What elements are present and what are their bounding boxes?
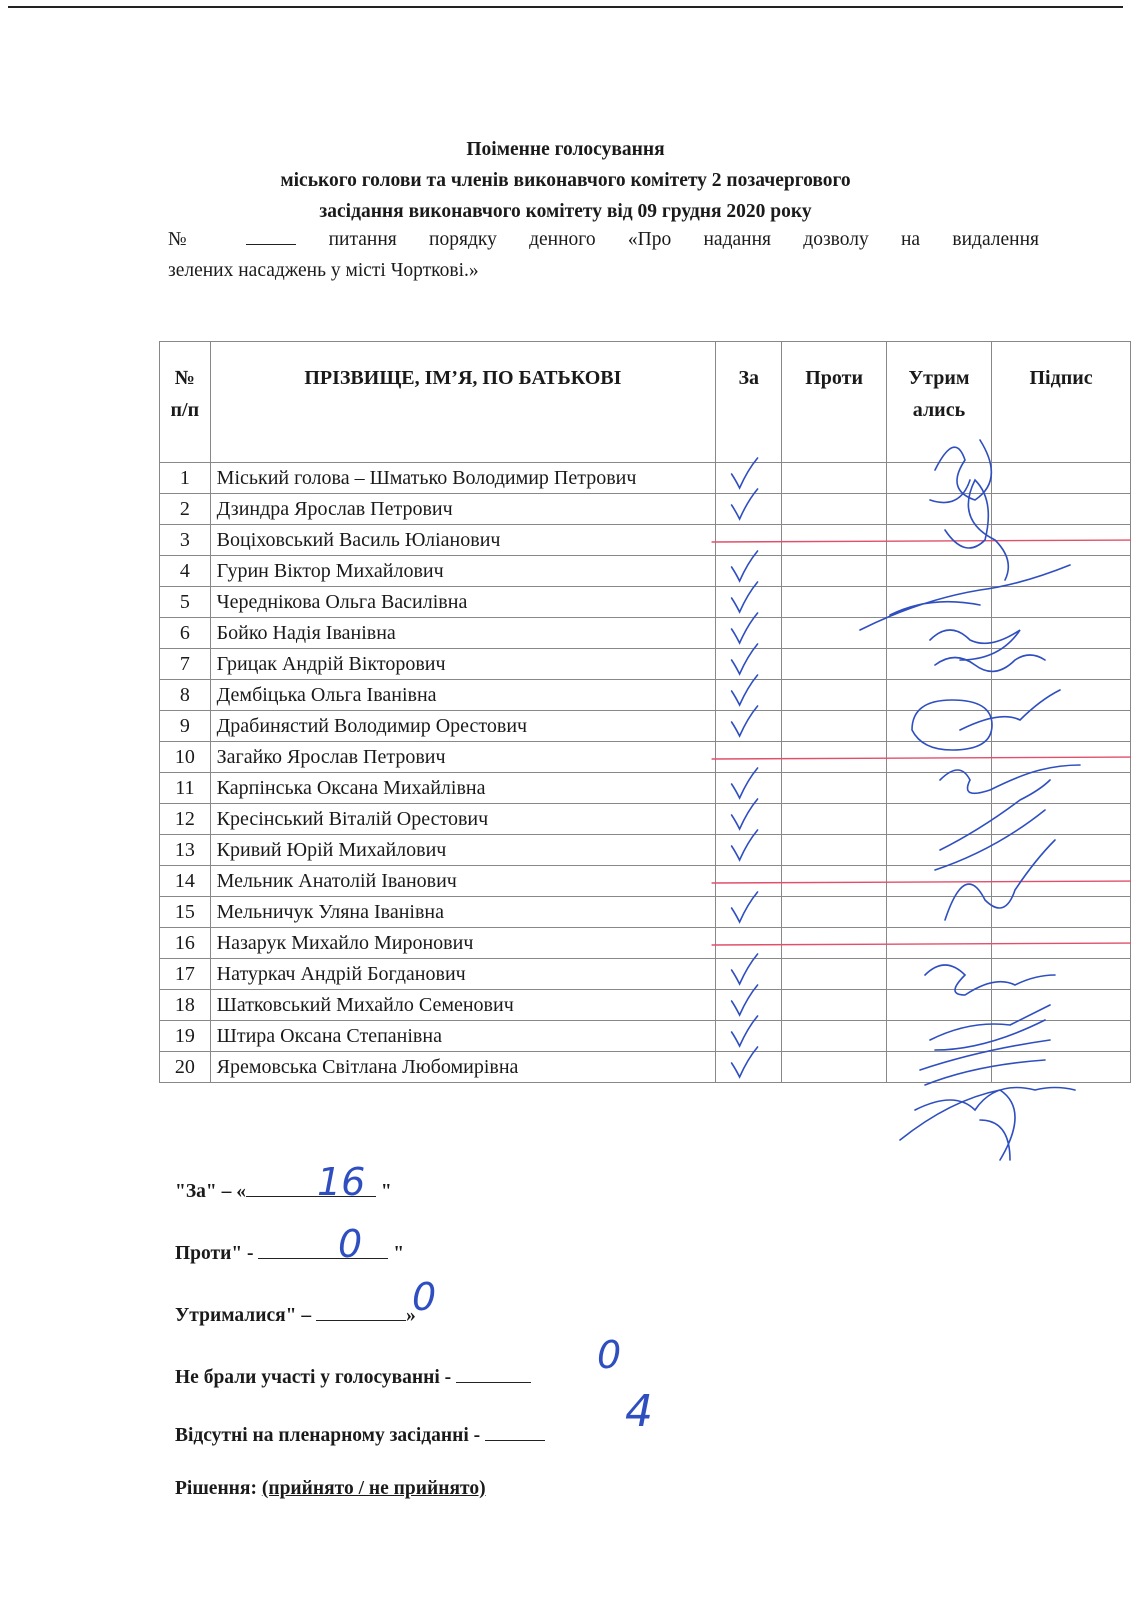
summary-proty-label: Проти" -	[175, 1243, 254, 1264]
row-number: 13	[160, 835, 211, 866]
row-utrym-cell	[886, 494, 991, 525]
row-signature-cell	[992, 773, 1131, 804]
row-za-cell	[716, 556, 782, 587]
row-utrym-cell	[886, 680, 991, 711]
agenda-text-1: питання порядку денного «Про надання дозволу на видалення	[328, 229, 1039, 250]
row-number: 11	[160, 773, 211, 804]
row-proty-cell	[782, 711, 886, 742]
summary-nebraly	[175, 1362, 531, 1389]
header-pidpys: Підпис	[992, 342, 1131, 463]
header-za: За	[716, 342, 782, 463]
summary-proty-blank	[258, 1238, 388, 1259]
row-za-cell	[716, 773, 782, 804]
table-row	[160, 959, 1131, 990]
row-name: Бойко Надія Іванівна	[210, 618, 715, 649]
row-utrym-cell	[886, 897, 991, 928]
row-utrym-cell	[886, 990, 991, 1021]
row-signature-cell	[992, 897, 1131, 928]
row-utrym-cell	[886, 587, 991, 618]
row-utrym-cell	[886, 804, 991, 835]
header-proty: Проти	[782, 342, 886, 463]
row-signature-cell	[992, 525, 1131, 556]
row-utrym-cell	[886, 711, 991, 742]
summary-proty-handwritten: 0	[338, 1222, 363, 1266]
agenda-item	[168, 224, 1039, 286]
row-utrym-cell	[886, 1021, 991, 1052]
row-za-cell	[716, 649, 782, 680]
table-row	[160, 773, 1131, 804]
row-za-cell	[716, 618, 782, 649]
row-za-cell	[716, 463, 782, 494]
summary-vidsutni-handwritten: 4	[625, 1386, 653, 1437]
summary-rishennia-label: Рішення:	[175, 1478, 257, 1499]
table-row	[160, 742, 1131, 773]
row-name: Карпінська Оксана Михайлівна	[210, 773, 715, 804]
row-za-cell	[716, 897, 782, 928]
row-signature-cell	[992, 680, 1131, 711]
row-signature-cell	[992, 804, 1131, 835]
header-num: № п/п	[160, 342, 211, 463]
row-za-cell	[716, 525, 782, 556]
summary-utrym-handwritten: 0	[412, 1275, 437, 1319]
row-signature-cell	[992, 1021, 1131, 1052]
row-signature-cell	[992, 618, 1131, 649]
agenda-number-blank	[246, 226, 296, 245]
row-za-cell	[716, 804, 782, 835]
summary-proty-end: "	[393, 1243, 405, 1264]
row-proty-cell	[782, 804, 886, 835]
table-row	[160, 463, 1131, 494]
summary-nebraly-label: Не брали участі у голосуванні -	[175, 1367, 452, 1388]
table-row	[160, 897, 1131, 928]
document-title	[0, 134, 1131, 227]
row-signature-cell	[992, 959, 1131, 990]
row-proty-cell	[782, 897, 886, 928]
row-proty-cell	[782, 587, 886, 618]
row-utrym-cell	[886, 1052, 991, 1083]
row-name: Воціховський Василь Юліанович	[210, 525, 715, 556]
row-za-cell	[716, 1021, 782, 1052]
row-name: Кресінський Віталій Орестович	[210, 804, 715, 835]
row-name: Назарук Михайло Миронович	[210, 928, 715, 959]
row-signature-cell	[992, 1052, 1131, 1083]
row-signature-cell	[992, 556, 1131, 587]
row-number: 14	[160, 866, 211, 897]
row-number: 6	[160, 618, 211, 649]
summary-za-end: "	[380, 1181, 392, 1202]
row-za-cell	[716, 711, 782, 742]
row-number: 19	[160, 1021, 211, 1052]
row-proty-cell	[782, 1052, 886, 1083]
table-row	[160, 556, 1131, 587]
row-name: Мельничук Уляна Іванівна	[210, 897, 715, 928]
row-number: 2	[160, 494, 211, 525]
summary-za-handwritten: 16	[317, 1160, 366, 1204]
row-number: 4	[160, 556, 211, 587]
table-row	[160, 1021, 1131, 1052]
row-number: 10	[160, 742, 211, 773]
table-row	[160, 928, 1131, 959]
row-utrym-cell	[886, 556, 991, 587]
row-number: 16	[160, 928, 211, 959]
row-za-cell	[716, 835, 782, 866]
title-line-3: засідання виконавчого комітету від 09 грудня 2020 року	[319, 201, 812, 222]
row-za-cell	[716, 494, 782, 525]
row-proty-cell	[782, 618, 886, 649]
row-za-cell	[716, 928, 782, 959]
table-row	[160, 804, 1131, 835]
title-line-2: міського голови та членів виконавчого комітету 2 позачергового	[280, 170, 851, 191]
row-number: 5	[160, 587, 211, 618]
row-proty-cell	[782, 866, 886, 897]
row-za-cell	[716, 1052, 782, 1083]
vote-table-header	[160, 342, 1131, 463]
row-name: Гурин Віктор Михайлович	[210, 556, 715, 587]
row-signature-cell	[992, 866, 1131, 897]
row-utrym-cell	[886, 463, 991, 494]
row-utrym-cell	[886, 649, 991, 680]
row-number: 7	[160, 649, 211, 680]
row-proty-cell	[782, 494, 886, 525]
row-number: 18	[160, 990, 211, 1021]
row-signature-cell	[992, 742, 1131, 773]
row-name: Череднікова Ольга Василівна	[210, 587, 715, 618]
row-proty-cell	[782, 928, 886, 959]
title-line-1: Поіменне голосування	[466, 139, 665, 160]
row-name: Натуркач Андрій Богданович	[210, 959, 715, 990]
row-utrym-cell	[886, 866, 991, 897]
summary-proty	[175, 1238, 404, 1265]
row-name: Мельник Анатолій Іванович	[210, 866, 715, 897]
row-za-cell	[716, 959, 782, 990]
table-row	[160, 990, 1131, 1021]
scan-top-border	[8, 6, 1123, 8]
row-proty-cell	[782, 1021, 886, 1052]
summary-vidsutni	[175, 1420, 545, 1447]
row-proty-cell	[782, 959, 886, 990]
row-signature-cell	[992, 835, 1131, 866]
row-name: Грицак Андрій Вікторович	[210, 649, 715, 680]
row-name: Яремовська Світлана Любомирівна	[210, 1052, 715, 1083]
row-name: Драбинястий Володимир Орестович	[210, 711, 715, 742]
summary-utrym-label: Утрималися" –	[175, 1305, 312, 1326]
row-number: 15	[160, 897, 211, 928]
summary-za-label: "За" – «	[175, 1181, 246, 1202]
agenda-line-2: зелених насаджень у місті Чорткові.»	[168, 260, 479, 281]
header-name: ПРІЗВИЩЕ, ІМ’Я, ПО БАТЬКОВІ	[210, 342, 715, 463]
summary-rishennia-value: (прийнято / не прийнято)	[261, 1478, 486, 1499]
agenda-line-1	[168, 224, 1039, 255]
row-za-cell	[716, 680, 782, 711]
row-za-cell	[716, 587, 782, 618]
row-proty-cell	[782, 990, 886, 1021]
row-utrym-cell	[886, 742, 991, 773]
row-utrym-cell	[886, 959, 991, 990]
row-signature-cell	[992, 711, 1131, 742]
row-utrym-cell	[886, 928, 991, 959]
row-name: Дзиндра Ярослав Петрович	[210, 494, 715, 525]
row-signature-cell	[992, 463, 1131, 494]
row-number: 12	[160, 804, 211, 835]
row-signature-cell	[992, 990, 1131, 1021]
summary-utrym	[175, 1300, 416, 1327]
row-signature-cell	[992, 928, 1131, 959]
summary-vidsutni-blank	[485, 1420, 545, 1441]
table-row	[160, 649, 1131, 680]
row-proty-cell	[782, 556, 886, 587]
row-number: 9	[160, 711, 211, 742]
row-utrym-cell	[886, 835, 991, 866]
summary-utrym-blank	[316, 1300, 406, 1321]
row-number: 20	[160, 1052, 211, 1083]
vote-table-body	[160, 463, 1131, 1083]
header-utrym: Утрим ались	[886, 342, 991, 463]
row-name: Штира Оксана Степанівна	[210, 1021, 715, 1052]
row-za-cell	[716, 990, 782, 1021]
table-row	[160, 835, 1131, 866]
row-name: Кривий Юрій Михайлович	[210, 835, 715, 866]
row-utrym-cell	[886, 618, 991, 649]
row-number: 1	[160, 463, 211, 494]
row-proty-cell	[782, 463, 886, 494]
row-proty-cell	[782, 525, 886, 556]
row-name: Загайко Ярослав Петрович	[210, 742, 715, 773]
summary-rishennia	[175, 1478, 486, 1500]
row-za-cell	[716, 866, 782, 897]
row-name: Шатковський Михайло Семенович	[210, 990, 715, 1021]
row-signature-cell	[992, 494, 1131, 525]
table-row	[160, 866, 1131, 897]
row-name: Дембіцька Ольга Іванівна	[210, 680, 715, 711]
agenda-number-sign: №	[168, 229, 215, 250]
summary-nebraly-handwritten: 0	[597, 1333, 622, 1377]
vote-table	[159, 341, 1131, 1083]
signature-20	[900, 1090, 1015, 1160]
row-proty-cell	[782, 742, 886, 773]
row-proty-cell	[782, 835, 886, 866]
table-row	[160, 525, 1131, 556]
row-utrym-cell	[886, 525, 991, 556]
table-row	[160, 587, 1131, 618]
table-row	[160, 618, 1131, 649]
row-signature-cell	[992, 587, 1131, 618]
row-proty-cell	[782, 649, 886, 680]
row-number: 8	[160, 680, 211, 711]
signature-19	[915, 1088, 1075, 1111]
row-utrym-cell	[886, 773, 991, 804]
summary-vidsutni-label: Відсутні на пленарному засіданні -	[175, 1425, 481, 1446]
summary-utrym-end: »	[406, 1305, 416, 1326]
table-row	[160, 711, 1131, 742]
table-row	[160, 1052, 1131, 1083]
row-signature-cell	[992, 649, 1131, 680]
table-row	[160, 680, 1131, 711]
row-proty-cell	[782, 680, 886, 711]
row-za-cell	[716, 742, 782, 773]
table-row	[160, 494, 1131, 525]
row-number: 3	[160, 525, 211, 556]
row-number: 17	[160, 959, 211, 990]
row-proty-cell	[782, 773, 886, 804]
summary-nebraly-blank	[456, 1362, 531, 1383]
row-name: Міський голова – Шматько Володимир Петрович	[210, 463, 715, 494]
